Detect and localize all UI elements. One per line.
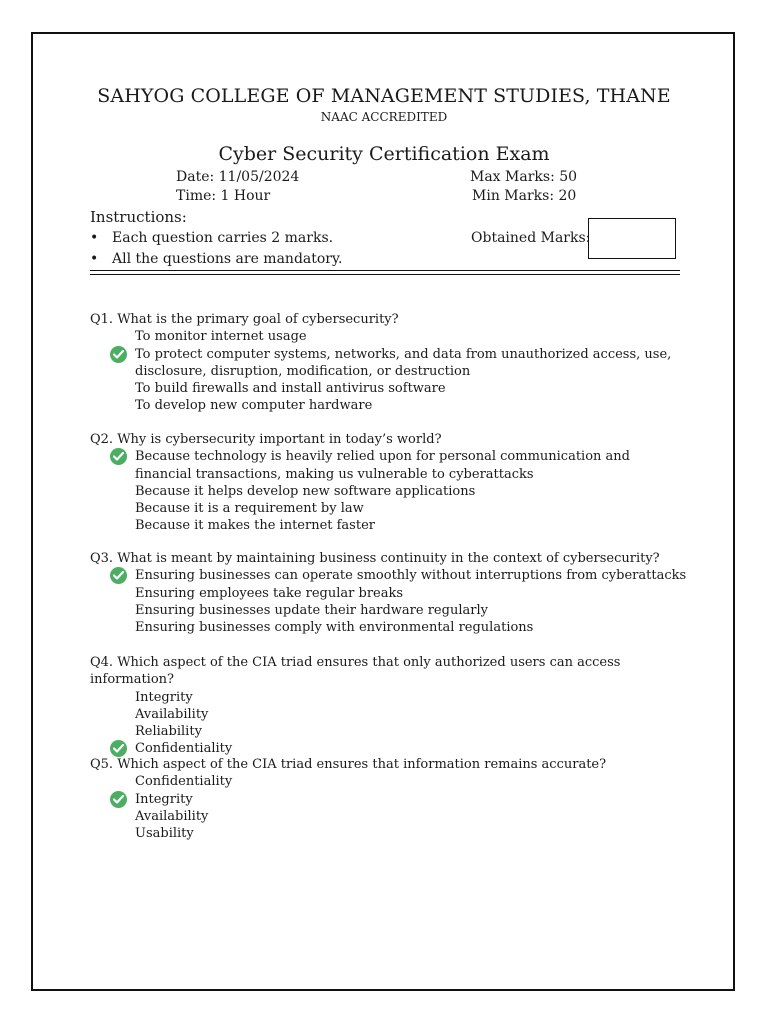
answer-option-text: To develop new computer hardware: [135, 398, 373, 414]
answer-option[interactable]: [90, 483, 690, 500]
answer-option-text: Usability: [135, 826, 194, 842]
answer-option-text: Because it helps develop new software applications: [135, 483, 476, 499]
answer-option[interactable]: [90, 706, 690, 723]
check-circle-icon: [110, 567, 127, 584]
question-5: [90, 756, 690, 842]
answer-option[interactable]: [90, 397, 690, 414]
answer-option[interactable]: [90, 791, 690, 808]
answer-option-text: To build firewalls and install antivirus software: [135, 381, 446, 397]
exam-date: Date: 11/05/2024: [176, 169, 300, 185]
check-circle-icon: [110, 740, 127, 757]
answer-option-text: Ensuring businesses update their hardware regularly: [135, 602, 488, 618]
college-name: SAHYOG COLLEGE OF MANAGEMENT STUDIES, THANE: [97, 85, 671, 107]
question-text: Q5. Which aspect of the CIA triad ensures that information remains accurate?: [90, 757, 607, 772]
answer-option[interactable]: [90, 619, 690, 636]
check-circle-icon: [110, 791, 127, 808]
answer-option[interactable]: [90, 567, 690, 584]
question-1: [90, 311, 690, 415]
answer-option[interactable]: [90, 723, 690, 740]
answer-option[interactable]: [90, 448, 690, 483]
answer-option[interactable]: [90, 517, 690, 534]
answer-option[interactable]: [90, 328, 690, 345]
instruction-item: • Each question carries 2 marks.: [90, 230, 334, 246]
answer-option[interactable]: [90, 585, 690, 602]
answer-option-text: Because it is a requirement by law: [135, 501, 364, 517]
answer-option-text: Availability: [135, 706, 209, 722]
answer-option[interactable]: [90, 773, 690, 790]
answer-option-text: Confidentiality: [135, 741, 233, 757]
answer-option-text: Confidentiality: [135, 774, 233, 790]
answer-option-text: Because technology is heavily relied upon for personal communication and financial transactions, making us vulnerable to cyberattacks: [135, 449, 630, 482]
instruction-item: • All the questions are mandatory.: [90, 251, 343, 267]
min-marks: Min Marks: 20: [472, 188, 577, 204]
divider: [90, 270, 680, 271]
answer-option-text: Ensuring businesses comply with environmental regulations: [135, 620, 534, 636]
answer-option-text: To protect computer systems, networks, and data from unauthorized access, use, disclosure, disruption, modification, or destruction: [135, 346, 672, 379]
answer-option[interactable]: [90, 825, 690, 842]
answer-option[interactable]: [90, 689, 690, 706]
check-circle-icon: [110, 448, 127, 465]
answer-option-text: Integrity: [135, 689, 193, 705]
accreditation-label: NAAC ACCREDITED: [320, 110, 448, 124]
check-circle-icon: [110, 346, 127, 363]
answer-option[interactable]: [90, 602, 690, 619]
answer-option[interactable]: [90, 500, 690, 517]
instructions-title: Instructions:: [90, 208, 187, 226]
question-text: Q1. What is the primary goal of cybersecurity?: [90, 312, 399, 327]
answer-option-text: Integrity: [135, 791, 193, 807]
answer-option[interactable]: [90, 808, 690, 825]
answer-option-text: To monitor internet usage: [135, 329, 307, 345]
answer-option[interactable]: [90, 346, 690, 381]
answer-option-text: Availability: [135, 808, 209, 824]
answer-option-text: Ensuring businesses can operate smoothly without interruptions from cyberattacks: [135, 568, 687, 584]
answer-option-text: Because it makes the internet faster: [135, 518, 375, 534]
question-4: [90, 654, 690, 758]
divider: [90, 274, 680, 275]
question-2: [90, 431, 690, 535]
question-text: Q3. What is meant by maintaining business continuity in the context of cybersecurity?: [90, 551, 660, 566]
answer-option[interactable]: [90, 380, 690, 397]
exam-time: Time: 1 Hour: [176, 188, 271, 204]
question-3: [90, 550, 690, 636]
max-marks: Max Marks: 50: [470, 169, 578, 185]
question-text: Q2. Why is cybersecurity important in today’s world?: [90, 432, 442, 447]
obtained-marks-box[interactable]: [588, 218, 676, 259]
exam-title: Cyber Security Certification Exam: [218, 143, 550, 165]
answer-option-text: Reliability: [135, 724, 202, 740]
obtained-marks-label: Obtained Marks:: [471, 230, 591, 246]
answer-option-text: Ensuring employees take regular breaks: [135, 585, 404, 601]
question-text: Q4. Which aspect of the CIA triad ensures that only authorized users can access information?: [90, 655, 621, 688]
